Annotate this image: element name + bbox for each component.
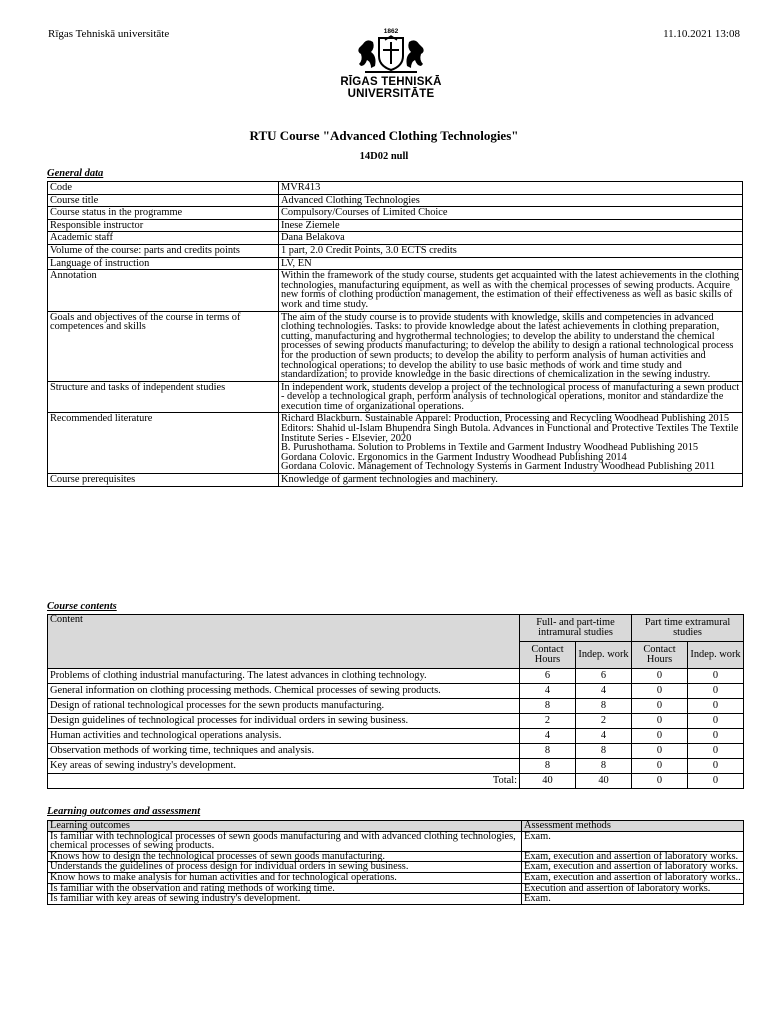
general-label: Code: [48, 182, 279, 195]
general-row: [48, 257, 743, 270]
general-row: [48, 207, 743, 220]
content-topic: Problems of clothing industrial manufacturing. The latest advances in clothing technology.: [48, 669, 520, 684]
outcome-row: [48, 851, 744, 862]
assessment-method: Execution and assertion of laboratory works.: [522, 883, 744, 894]
content-topic: Observation methods of working time, techniques and analysis.: [48, 744, 520, 759]
content-row: [48, 714, 744, 729]
rtu-crest-icon: [355, 26, 427, 76]
content-row: [48, 699, 744, 714]
general-row: [48, 311, 743, 381]
content-hours: 0: [688, 729, 744, 744]
general-label: Course status in the programme: [48, 207, 279, 220]
outcome-row: [48, 894, 744, 905]
general-row: [48, 381, 743, 413]
total-label: Total:: [48, 774, 520, 789]
sub-contact-hours: Contact Hours: [520, 642, 576, 669]
general-label: Academic staff: [48, 232, 279, 245]
content-row: [48, 759, 744, 774]
sub-contact-hours: Contact Hours: [632, 642, 688, 669]
outcome-row: [48, 872, 744, 883]
content-row: [48, 744, 744, 759]
general-value: Dana Belakova: [279, 232, 743, 245]
university-name: Rīgas Tehniskā universitāte: [48, 28, 170, 40]
general-value: 1 part, 2.0 Credit Points, 3.0 ECTS credits: [279, 244, 743, 257]
general-row: [48, 270, 743, 311]
learning-outcomes-table: [47, 820, 744, 905]
general-data-heading: General data: [47, 168, 104, 179]
col-learning-outcomes: Learning outcomes: [48, 821, 522, 832]
general-value: Inese Ziemele: [279, 219, 743, 232]
content-hours: 8: [576, 759, 632, 774]
logo-year: 1862: [383, 28, 399, 35]
sub-indep-work: Indep. work: [576, 642, 632, 669]
content-hours: 4: [576, 729, 632, 744]
content-hours: 4: [520, 684, 576, 699]
course-contents-table: [47, 614, 744, 789]
literature-item: Editors: Shahid ul-Islam Bhupendra Singh Butola. Advances in Functional and Protective Textiles The Textile Institute Series - Elsevier, 2020: [281, 423, 739, 444]
content-hours: 8: [576, 744, 632, 759]
total-value: 0: [632, 774, 688, 789]
general-value: Within the framework of the study course, students get acquainted with the latest achievements in the clothing technologies, manufacturing equipment, as well as with the chemical processes of sewing products. Acquire new forms of clothing production management, the estimation of their effectiveness as well as basic skills of work and time study.: [279, 270, 743, 311]
rtu-logo: [336, 26, 446, 102]
content-hours: 0: [632, 699, 688, 714]
general-row: [48, 232, 743, 245]
general-label: Volume of the course: parts and credits points: [48, 244, 279, 257]
total-value: 40: [520, 774, 576, 789]
outcome-text: Know hows to make analysis for human activities and for technological operations.: [48, 872, 522, 883]
content-hours: 2: [520, 714, 576, 729]
content-hours: 0: [632, 669, 688, 684]
content-row: [48, 684, 744, 699]
content-hours: 0: [632, 759, 688, 774]
print-datetime: 11.10.2021 13:08: [663, 28, 740, 40]
content-topic: General information on clothing processing methods. Chemical processes of sewing products.: [48, 684, 520, 699]
literature-item: B. Purushothama. Solution to Problems in Textile and Garment Industry Woodhead Publishing 2015: [281, 442, 699, 454]
content-hours: 0: [632, 714, 688, 729]
content-hours: 4: [520, 729, 576, 744]
content-hours: 0: [688, 714, 744, 729]
general-value: Advanced Clothing Technologies: [279, 194, 743, 207]
col-fulltime: Full- and part-time intramural studies: [520, 615, 632, 642]
total-value: 0: [688, 774, 744, 789]
general-row: [48, 194, 743, 207]
content-topic: Design guidelines of technological processes for individual orders in sewing business.: [48, 714, 520, 729]
content-hours: 6: [520, 669, 576, 684]
general-data-table: [47, 181, 743, 487]
content-hours: 0: [688, 699, 744, 714]
learning-outcomes-heading: Learning outcomes and assessment: [47, 806, 201, 817]
assessment-method: Exam, execution and assertion of laboratory works.: [522, 862, 744, 873]
general-row: [48, 413, 743, 474]
content-hours: 8: [520, 699, 576, 714]
general-row: [48, 219, 743, 232]
content-hours: 8: [520, 759, 576, 774]
outcome-text: Is familiar with the observation and rating methods of working time.: [48, 883, 522, 894]
literature-item: Richard Blackburn. Sustainable Apparel: Production, Processing and Recycling Woodhead Publishing 2015: [281, 413, 730, 425]
outcome-text: Is familiar with technological processes of sewn goods manufacturing and with advanced clothing technologies, chemical processes of sewing products.: [48, 831, 522, 851]
assessment-method: Exam, execution and assertion of laboratory works.: [522, 851, 744, 862]
general-row: [48, 474, 743, 487]
assessment-method: Exam, execution and assertion of laboratory works..: [522, 872, 744, 883]
course-contents-heading: Course contents: [47, 601, 117, 612]
content-hours: 2: [576, 714, 632, 729]
outcome-text: Knows how to design the technological processes of sewn goods manufacturing.: [48, 851, 522, 862]
content-hours: 0: [632, 684, 688, 699]
outcome-text: Understands the guidelines of process design for individual orders in sewing business.: [48, 862, 522, 873]
content-row: [48, 669, 744, 684]
outcome-row: [48, 862, 744, 873]
sub-indep-work: Indep. work: [688, 642, 744, 669]
page-title: RTU Course "Advanced Clothing Technologies": [249, 128, 519, 143]
general-row: [48, 182, 743, 195]
general-label: Recommended literature: [48, 413, 279, 474]
content-hours: 8: [576, 699, 632, 714]
content-topic: Key areas of sewing industry's development.: [48, 759, 520, 774]
content-hours: 0: [632, 744, 688, 759]
general-row: [48, 244, 743, 257]
page-subtitle: 14D02 null: [359, 151, 409, 162]
content-row: [48, 729, 744, 744]
total-value: 40: [576, 774, 632, 789]
general-value: In independent work, students develop a project of the technological process of manufacturing a sewn product - develop a technological graph, perform analysis of technological operations, monitor and standardize the execution time of organizational operations.: [279, 381, 743, 413]
content-hours: 0: [688, 759, 744, 774]
content-topic: Human activities and technological operations analysis.: [48, 729, 520, 744]
assessment-method: Exam.: [522, 831, 744, 851]
logo-text-line2: UNIVERSITĀTE: [347, 88, 435, 100]
general-value: Compulsory/Courses of Limited Choice: [279, 207, 743, 220]
general-label: Annotation: [48, 270, 279, 311]
outcome-text: Is familiar with key areas of sewing industry's development.: [48, 894, 522, 905]
outcome-row: [48, 883, 744, 894]
general-label: Course title: [48, 194, 279, 207]
general-value: The aim of the study course is to provide students with knowledge, skills and competencies in advanced clothing technologies. Tasks: to provide knowledge about the latest achievements in clothing preparation, cutting, manufacturing and hygrothermal technologies; to develop the ability to understand the chemical processes of sewing products manufacturing; to develop the ability to design a rational technological process for the production of sewn products; to develop the ability to perform analysis of human activities and technological operations; to develop the ability to use basic methods of work and time study and standardization; to provide knowledge in the basic directions of chemicalization in the sewing industry.: [279, 311, 743, 381]
content-hours: 0: [632, 729, 688, 744]
general-value: Knowledge of garment technologies and machinery.: [279, 474, 743, 487]
general-value: MVR413: [279, 182, 743, 195]
col-content: Content: [48, 615, 520, 669]
general-value: LV, EN: [279, 257, 743, 270]
assessment-method: Exam.: [522, 894, 744, 905]
general-label: Course prerequisites: [48, 474, 279, 487]
content-hours: 8: [520, 744, 576, 759]
general-value: [279, 413, 743, 474]
col-extramural: Part time extramural studies: [632, 615, 744, 642]
general-label: Language of instruction: [48, 257, 279, 270]
content-hours: 0: [688, 744, 744, 759]
content-hours: 0: [688, 684, 744, 699]
logo-text-line1: RĪGAS TEHNISKĀ: [340, 76, 442, 88]
content-hours: 6: [576, 669, 632, 684]
general-label: Responsible instructor: [48, 219, 279, 232]
literature-item: Gordana Colovic. Ergonomics in the Garment Industry Woodhead Publishing 2014: [281, 451, 627, 463]
literature-item: Gordana Colovic. Management of Technology Systems in Garment Industry Woodhead Publishing 2011: [281, 461, 716, 473]
col-assessment-methods: Assessment methods: [522, 821, 744, 832]
general-label: Structure and tasks of independent studies: [48, 381, 279, 413]
general-label: Goals and objectives of the course in terms of competences and skills: [48, 311, 279, 381]
content-hours: 4: [576, 684, 632, 699]
outcome-row: [48, 831, 744, 851]
content-topic: Design of rational technological processes for the sewn products manufacturing.: [48, 699, 520, 714]
content-hours: 0: [688, 669, 744, 684]
